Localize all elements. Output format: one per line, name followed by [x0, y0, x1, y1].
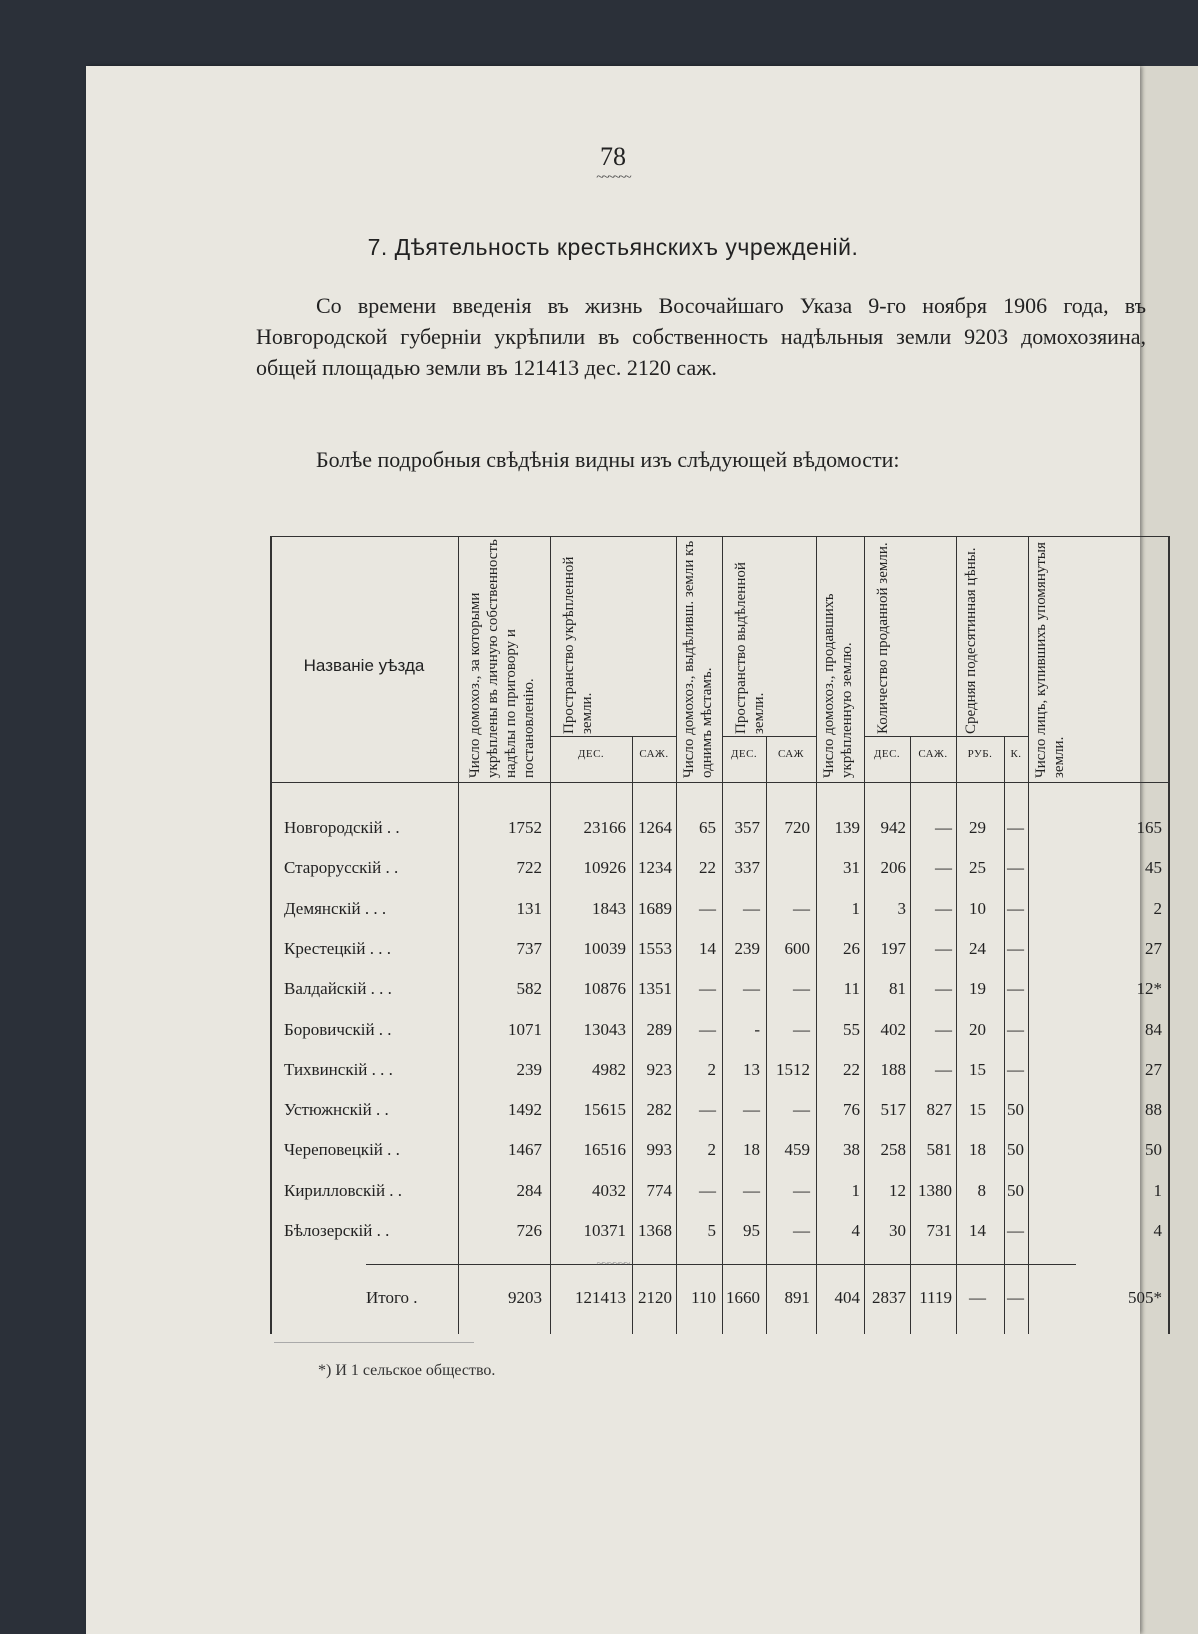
table-cell: 10039: [583, 938, 626, 958]
table-cell: —: [935, 979, 952, 999]
table-cell: —: [935, 1059, 952, 1079]
table-cell: —: [1007, 1059, 1024, 1079]
table-cell: 197: [880, 938, 906, 958]
table-cell: 337: [734, 858, 760, 878]
table-row: [270, 850, 1170, 890]
header-households-separated: Число домохоз., выдѣливш. земли къ однимъ мѣстамъ.: [681, 540, 715, 778]
section-heading: 7. Дѣятельность крестьянскихъ учрежденій.: [367, 234, 859, 260]
table-cell: 720: [784, 818, 810, 837]
table-cell: 731: [926, 1221, 952, 1240]
table-cell: 27: [1145, 1059, 1162, 1079]
total-label: Итого .: [366, 1288, 418, 1307]
table-cell: 16516: [583, 1140, 626, 1160]
table-cell: 942: [880, 818, 906, 837]
table-cell: —: [1007, 898, 1024, 918]
table-cell: 11: [843, 979, 860, 999]
table-cell: 1512: [776, 1059, 810, 1079]
page-number-ornament: ~~~~~~: [596, 170, 630, 185]
table-cell: 30: [889, 1221, 906, 1240]
table-cell: 1: [1153, 1180, 1162, 1200]
table-cell: 402: [880, 1019, 906, 1039]
table-top-border: [270, 536, 1170, 537]
subheader-border: [864, 736, 956, 737]
header-buyers: Число лицъ, купившихъ упомянутыя земли.: [1033, 542, 1067, 778]
table-row: [270, 1012, 1170, 1052]
table-cell: 2: [1153, 898, 1162, 918]
table-cell: 26: [843, 938, 860, 958]
table-cell: 10876: [583, 979, 626, 999]
table-cell: —: [699, 1019, 716, 1039]
table-row: [270, 1092, 1170, 1132]
table-cell: —: [969, 1288, 986, 1307]
table-cell: 1: [851, 1180, 860, 1200]
table-cell: 19: [969, 979, 986, 999]
table-cell: 582: [516, 979, 542, 999]
table-cell: 9203: [508, 1288, 542, 1307]
table-cell: 2: [707, 1059, 716, 1079]
table-cell: 774: [646, 1180, 672, 1200]
table-cell: 4982: [592, 1059, 626, 1079]
table-cell: 15: [969, 1100, 986, 1120]
table-cell: 1351: [638, 979, 672, 999]
header-fixed-area: Пространство укрѣпленной земли.: [561, 556, 595, 734]
table-cell: 81: [889, 979, 906, 999]
table-cell: 12: [889, 1180, 906, 1200]
subheader-sazh: САЖ: [777, 748, 805, 760]
table-row: [270, 1173, 1170, 1213]
district-name: Новгородскій . .: [284, 818, 400, 837]
table-cell: —: [1007, 938, 1024, 958]
page-number: 78: [600, 142, 626, 171]
table-cell: 2120: [638, 1288, 672, 1307]
subheader-des: ДЕС.: [577, 748, 605, 760]
table-cell: 404: [834, 1288, 860, 1307]
table-cell: 50: [1145, 1140, 1162, 1160]
table-cell: 239: [516, 1059, 542, 1079]
table-cell: 12*: [1136, 979, 1162, 999]
end-ornament: ~~~~~~: [596, 1256, 630, 1270]
table-cell: 31: [843, 858, 860, 878]
table-cell: 121413: [575, 1288, 626, 1307]
table-cell: 25: [969, 858, 986, 878]
table-cell: 4: [1153, 1221, 1162, 1240]
table-cell: 284: [516, 1180, 542, 1200]
table-cell: —: [935, 898, 952, 918]
table-cell: 65: [699, 818, 716, 837]
table-cell: —: [699, 1100, 716, 1120]
table-cell: —: [743, 1180, 760, 1200]
table-cell: 827: [926, 1100, 952, 1120]
table-cell: 289: [646, 1019, 672, 1039]
table-cell: —: [1007, 1221, 1024, 1240]
table-cell: —: [935, 938, 952, 958]
table-cell: 139: [834, 818, 860, 837]
table-cell: 282: [646, 1100, 672, 1120]
subheader-kop: К.: [1010, 748, 1022, 760]
table-cell: 50: [1007, 1100, 1024, 1120]
table-cell: 1: [851, 898, 860, 918]
table-row: [270, 810, 1170, 850]
table-cell: 22: [843, 1059, 860, 1079]
table-cell: —: [699, 1180, 716, 1200]
table-cell: 1119: [919, 1288, 952, 1307]
table-cell: 600: [784, 938, 810, 958]
table-cell: 76: [843, 1100, 860, 1120]
table-cell: 737: [516, 938, 542, 958]
subheader-sazh: САЖ.: [639, 748, 669, 760]
table-cell: 891: [784, 1288, 810, 1307]
table-cell: 165: [1136, 818, 1162, 837]
table-cell: 131: [516, 898, 542, 918]
table-cell: 84: [1145, 1019, 1162, 1039]
table-cell: —: [1007, 818, 1024, 837]
header-avg-price: Средняя подесятинная цѣны.: [963, 547, 979, 734]
district-name: Боровичскій . .: [284, 1019, 392, 1039]
table-cell: —: [793, 1180, 810, 1200]
district-name: Демянскій . . .: [284, 898, 387, 918]
table-row: [270, 971, 1170, 1011]
district-name: Старорусскій . .: [284, 858, 399, 878]
subheader-des: ДЕС.: [730, 748, 758, 760]
table-cell: 15: [969, 1059, 986, 1079]
table-cell: 23166: [583, 818, 626, 837]
header-sold-area: Количество проданной земли.: [875, 542, 891, 734]
table-cell: 188: [880, 1059, 906, 1079]
table-cell: 459: [784, 1140, 810, 1160]
table-cell: 3: [897, 898, 906, 918]
header-households-fixed: Число домохоз., за которыми укрѣплены въ личную собственность надѣлы по приговору и постановленію.: [467, 539, 537, 778]
total-row: [270, 1280, 1170, 1320]
table-cell: 581: [926, 1140, 952, 1160]
header-separated-area: Пространство выдѣленной земли.: [733, 562, 767, 734]
table-row: [270, 1213, 1170, 1253]
table-cell: 27: [1145, 938, 1162, 958]
subheader-des: ДЕС.: [873, 748, 901, 760]
table-cell: 206: [880, 858, 906, 878]
table-cell: —: [743, 1100, 760, 1120]
district-name-header: Названіе уѣзда: [303, 656, 425, 675]
table-cell: 15615: [583, 1100, 626, 1120]
table-cell: 14: [699, 938, 716, 958]
table-cell: —: [793, 1221, 810, 1240]
table-cell: 1660: [726, 1288, 760, 1307]
district-name: Кирилловскій . .: [284, 1180, 403, 1200]
table-cell: 517: [880, 1100, 906, 1120]
table-cell: 14: [969, 1221, 986, 1240]
table-intro-paragraph: Болѣе подробныя свѣдѣнія видны изъ слѣдующей вѣдомости:: [316, 447, 900, 472]
table-cell: 726: [516, 1221, 542, 1240]
table-cell: —: [699, 979, 716, 999]
table-cell: 22: [699, 858, 716, 878]
table-cell: —: [935, 1019, 952, 1039]
footnote: *) И 1 сельское общество.: [318, 1362, 496, 1379]
table-cell: 258: [880, 1140, 906, 1160]
district-name: Череповецкій . .: [284, 1140, 400, 1160]
subheader-border: [722, 736, 816, 737]
subheader-border: [956, 736, 1028, 737]
header-bottom-border: [270, 782, 1170, 783]
table-row: [270, 1052, 1170, 1092]
table-row: [270, 1132, 1170, 1172]
subheader-sazh: САЖ.: [918, 748, 948, 760]
table-cell: 2837: [872, 1288, 906, 1307]
table-cell: 110: [691, 1288, 716, 1307]
district-name: Валдайскій . . .: [284, 979, 392, 999]
table-cell: 1368: [638, 1221, 672, 1240]
table-cell: 239: [734, 938, 760, 958]
table-cell: 55: [843, 1019, 860, 1039]
table-cell: —: [935, 818, 952, 837]
table-cell: —: [699, 898, 716, 918]
table-cell: 1380: [918, 1180, 952, 1200]
table-cell: —: [793, 1019, 810, 1039]
table-cell: 1071: [508, 1019, 542, 1039]
table-cell: 10371: [583, 1221, 626, 1240]
table-cell: 1553: [638, 938, 672, 958]
table-cell: -: [754, 1019, 760, 1039]
statistics-table: [270, 486, 1170, 1334]
subheader-rub: РУБ.: [967, 748, 993, 760]
table-cell: 88: [1145, 1100, 1162, 1120]
table-cell: 45: [1145, 858, 1162, 878]
header-households-sold: Число домохоз., продавшихъ укрѣпленную землю.: [821, 593, 855, 778]
table-cell: —: [1007, 979, 1024, 999]
table-cell: 1843: [592, 898, 626, 918]
table-cell: —: [793, 898, 810, 918]
document-page: [86, 66, 1162, 1634]
table-cell: 13: [743, 1059, 760, 1079]
table-cell: —: [935, 858, 952, 878]
table-cell: 10926: [583, 858, 626, 878]
district-name: Устюжнскій . .: [284, 1100, 389, 1120]
table-cell: 1234: [638, 858, 672, 878]
district-name: Тихвинскій . . .: [284, 1059, 393, 1079]
table-cell: 95: [743, 1221, 760, 1240]
subheader-border: [550, 736, 676, 737]
table-cell: 1467: [508, 1140, 542, 1160]
table-cell: 4032: [592, 1180, 626, 1200]
table-cell: 8: [977, 1180, 986, 1200]
table-row: [270, 891, 1170, 931]
table-cell: —: [743, 979, 760, 999]
table-cell: —: [1007, 1288, 1024, 1307]
table-cell: —: [743, 898, 760, 918]
district-name: Бѣлозерскій . .: [284, 1221, 390, 1240]
table-cell: 1264: [638, 818, 672, 837]
district-name: Крестецкій . . .: [284, 938, 392, 958]
table-cell: 923: [646, 1059, 672, 1079]
table-cell: —: [793, 979, 810, 999]
table-cell: 4: [851, 1221, 860, 1240]
table-cell: 10: [969, 898, 986, 918]
table-cell: 1689: [638, 898, 672, 918]
table-cell: 505*: [1128, 1288, 1162, 1307]
table-cell: —: [1007, 1019, 1024, 1039]
table-cell: 2: [707, 1140, 716, 1160]
table-cell: 1752: [508, 818, 542, 837]
table-row: [270, 931, 1170, 971]
table-cell: 38: [843, 1140, 860, 1160]
footnote-rule: [274, 1342, 474, 1343]
table-cell: 24: [969, 938, 986, 958]
table-cell: 50: [1007, 1180, 1024, 1200]
table-cell: 18: [743, 1140, 760, 1160]
table-cell: 1492: [508, 1100, 542, 1120]
table-cell: 20: [969, 1019, 986, 1039]
table-cell: 29: [969, 818, 986, 837]
table-cell: 357: [734, 818, 760, 837]
table-cell: —: [793, 1100, 810, 1120]
table-cell: 993: [646, 1140, 672, 1160]
table-cell: 50: [1007, 1140, 1024, 1160]
table-cell: —: [1007, 858, 1024, 878]
table-cell: 13043: [583, 1019, 626, 1039]
intro-paragraph: Со времени введенія въ жизнь Восочайшаго Указа 9-го ноября 1906 года, въ Новгородской губерніи укрѣпили въ собственность надѣльныя земли 9203 домохозяина, общей площадью земли въ 121413 дес. 2120 саж.: [256, 293, 1146, 380]
table-cell: 5: [707, 1221, 716, 1240]
table-cell: 18: [969, 1140, 986, 1160]
table-cell: 722: [516, 858, 542, 878]
